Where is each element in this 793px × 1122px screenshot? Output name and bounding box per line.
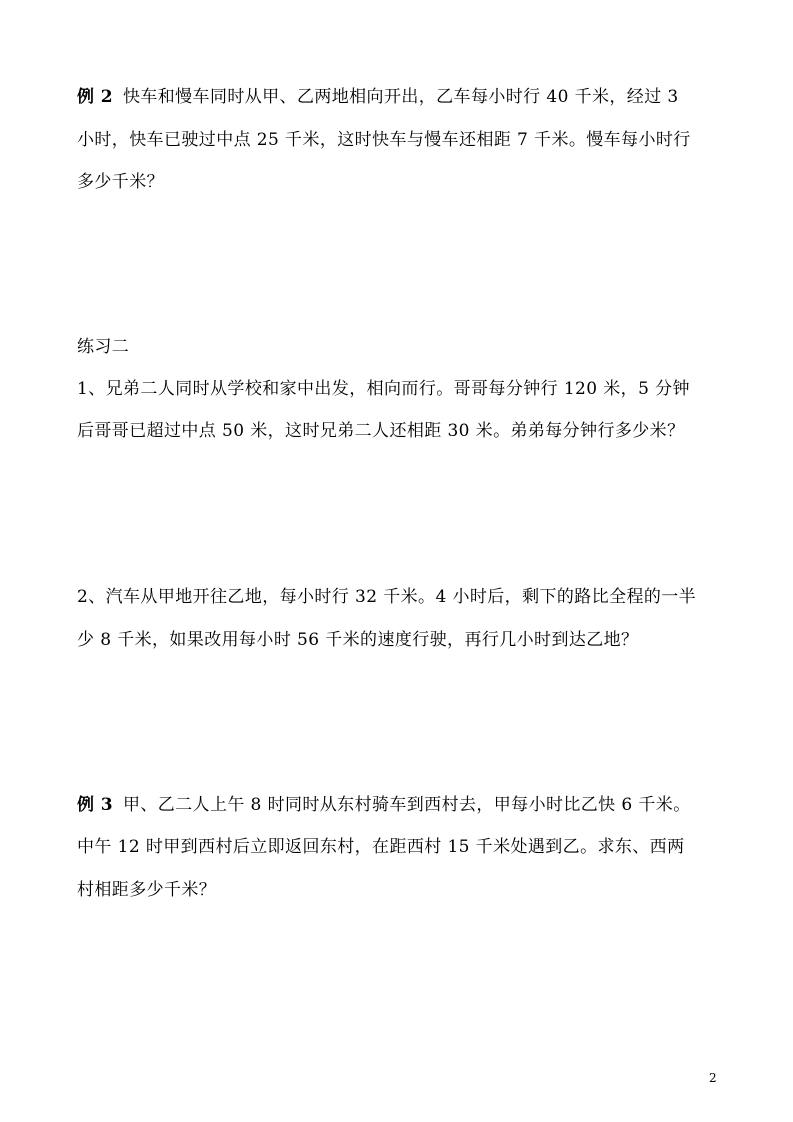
- problem-2-line-2: 少 8 千米，如果改用每小时 56 千米的速度行驶，再行几小时到达乙地？: [77, 630, 639, 650]
- example-2-line-2: 小时，快车已驶过中点 25 千米，这时快车与慢车还相距 7 千米。慢车每小时行: [77, 130, 691, 150]
- example-3: [77, 794, 722, 816]
- exercise-2-heading: 练习二: [77, 337, 130, 357]
- example-2: [77, 86, 722, 108]
- example-3-line-3: 村相距多少千米？: [77, 880, 217, 900]
- problem-2-line-1: 2、汽车从甲地开往乙地，每小时行 32 千米。4 小时后，剩下的路比全程的一半: [77, 587, 697, 607]
- example-2-line-3: 多少千米？: [77, 172, 164, 192]
- example-2-label: 例 2: [77, 87, 113, 107]
- example-3-line-3-wrap: [77, 879, 722, 901]
- problem-1-line-2-wrap: [77, 420, 722, 442]
- example-2-text-1: 快车和慢车同时从甲、乙两地相向开出，乙车每小时行 40 千米，经过 3: [122, 87, 679, 107]
- problem-1-line-1-wrap: [77, 378, 722, 400]
- exercise-2-heading-wrap: [77, 336, 722, 358]
- example-3-line-2: 中午 12 时甲到西村后立即返回东村，在距西村 15 千米处遇到乙。求东、西两: [77, 837, 685, 857]
- example-3-text-1: 甲、乙二人上午 8 时同时从东村骑车到西村去，甲每小时比乙快 6 千米。: [122, 795, 691, 815]
- example-2-line-3-wrap: [77, 171, 722, 193]
- problem-1-line-1: 1、兄弟二人同时从学校和家中出发，相向而行。哥哥每分钟行 120 米，5 分钟: [77, 379, 690, 399]
- example-3-line-1: [77, 794, 722, 816]
- example-3-label: 例 3: [77, 795, 113, 815]
- example-2-line-1: [77, 86, 722, 108]
- problem-2-line-1-wrap: [77, 586, 722, 608]
- example-3-line-2-wrap: [77, 836, 722, 858]
- example-2-line-2-wrap: [77, 129, 722, 151]
- page-number: 2: [709, 1071, 717, 1085]
- problem-1-line-2: 后哥哥已超过中点 50 米，这时兄弟二人还相距 30 米。弟弟每分钟行多少米？: [77, 421, 685, 441]
- problem-2-line-2-wrap: [77, 629, 722, 651]
